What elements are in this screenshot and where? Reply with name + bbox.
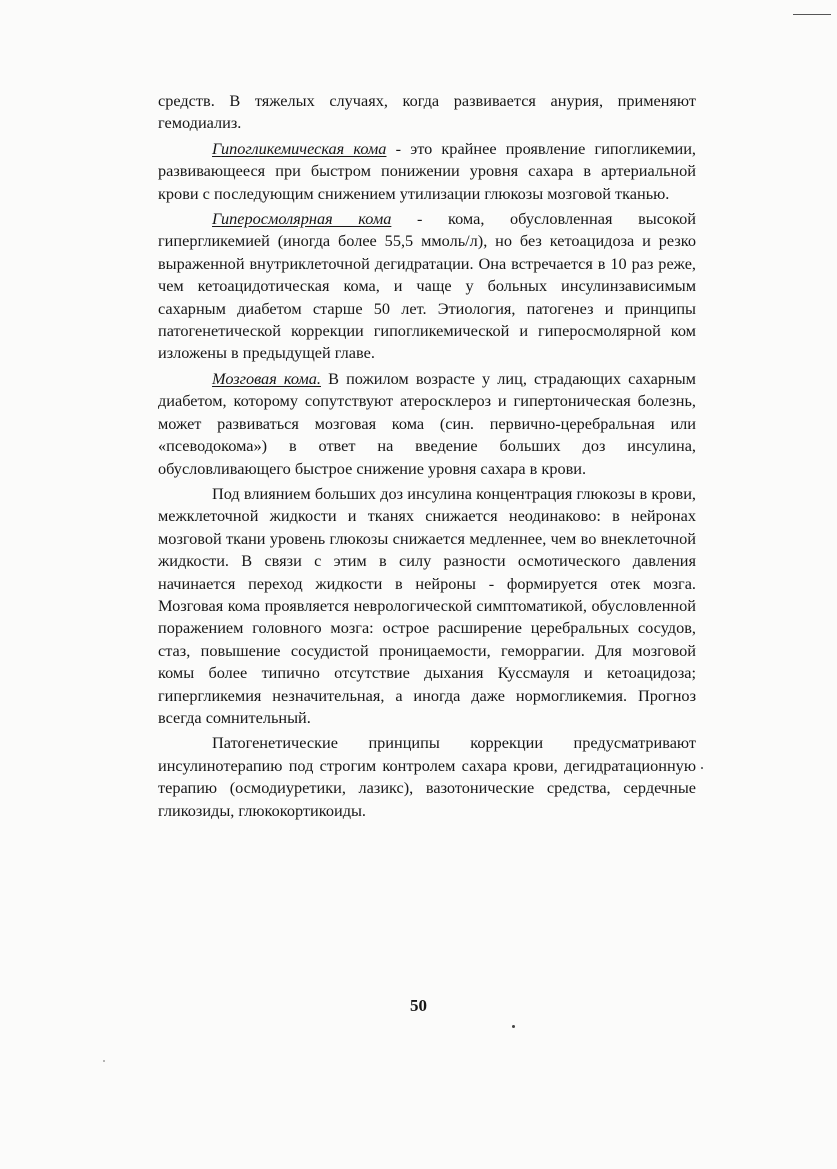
scan-speck (701, 767, 703, 769)
paragraph-hyperosmolar-coma (158, 208, 696, 365)
paragraph-hemodialysis (158, 90, 696, 135)
term-hyperosmolar-coma: Гиперосмолярная кома (212, 209, 392, 229)
scan-edge-mark (793, 14, 831, 15)
scan-speck (512, 1025, 515, 1028)
paragraph-text: средств. В тяжелых случаях, когда развивается анурия, применяют гемодиализ. (158, 91, 696, 133)
paragraph-text: - это крайнее проявление гипогликемии, развивающееся при быстром понижении уровня сахара в артериальной крови с последующим снижением утилизации глюкозы мозговой тканью. (158, 138, 696, 203)
paragraph-insulin-doses (158, 483, 696, 729)
term-brain-coma: Мозговая кома. (212, 368, 321, 388)
paragraph-text: Под влиянием больших доз инсулина концентрация глюкозы в крови, межклеточной жидкости и тканях снижается неодинаково: в нейронах мозговой ткани уровень глюкозы снижается медленнее, чем во внеклеточной жидкости. В связи с этим в силу разности осмотического давления начинается переход жидкости в нейроны - формируется отек мозга. Мозговая кома проявляется неврологической симптоматикой, обусловленной поражением головного мозга: острое расширение церебральных сосудов, стаз, повышение сосудистой проницаемости, геморрагии. Для мозговой комы более типично отсутствие дыхания Куссмауля и кетоацидоза; гипергликемия незначительная, а иногда даже нормогликемия. Прогноз всегда сомнительный. (158, 483, 696, 727)
term-hypoglycemic-coma: Гипогликемическая кома (212, 138, 387, 158)
paragraph-text: - кома, обусловленная высокой гипергликемией (иногда более 55,5 ммоль/л), но без кетоацидоза и резко выраженной внутриклеточной дегидратации. Она встречается в 10 раз реже, чем кетоацидотическая кома, и чаще у больных инсулинзависимым сахарным диабетом старше 50 лет. Этиология, патогенез и принципы патогенетической коррекции гипогликемической и гиперосмолярной ком изложены в предыдущей главе. (158, 209, 696, 363)
scan-speck (103, 1060, 105, 1062)
paragraph-hypoglycemic-coma (158, 138, 696, 205)
paragraph-correction-principles (158, 732, 696, 822)
paragraph-brain-coma (158, 368, 696, 480)
paragraph-text: В пожилом возрасте у лиц, страдающих сахарным диабетом, которому сопутствуют атеросклероз и гипертоническая болезнь, может развиваться мозговая кома (син. первично-церебральная или «псеводокома») в ответ на введение больших доз инсулина, обусловливающего быстрое снижение уровня сахара в крови. (158, 368, 696, 478)
paragraph-text: Патогенетические принципы коррекции предусматривают инсулинотерапию под строгим контролем сахара крови, дегидратационную терапию (осмодиуретики, лазикс), вазотонические средства, сердечные гликозиды, глюкокортикоиды. (158, 733, 696, 820)
page-number: 50 (410, 996, 427, 1015)
body-text (158, 90, 696, 822)
